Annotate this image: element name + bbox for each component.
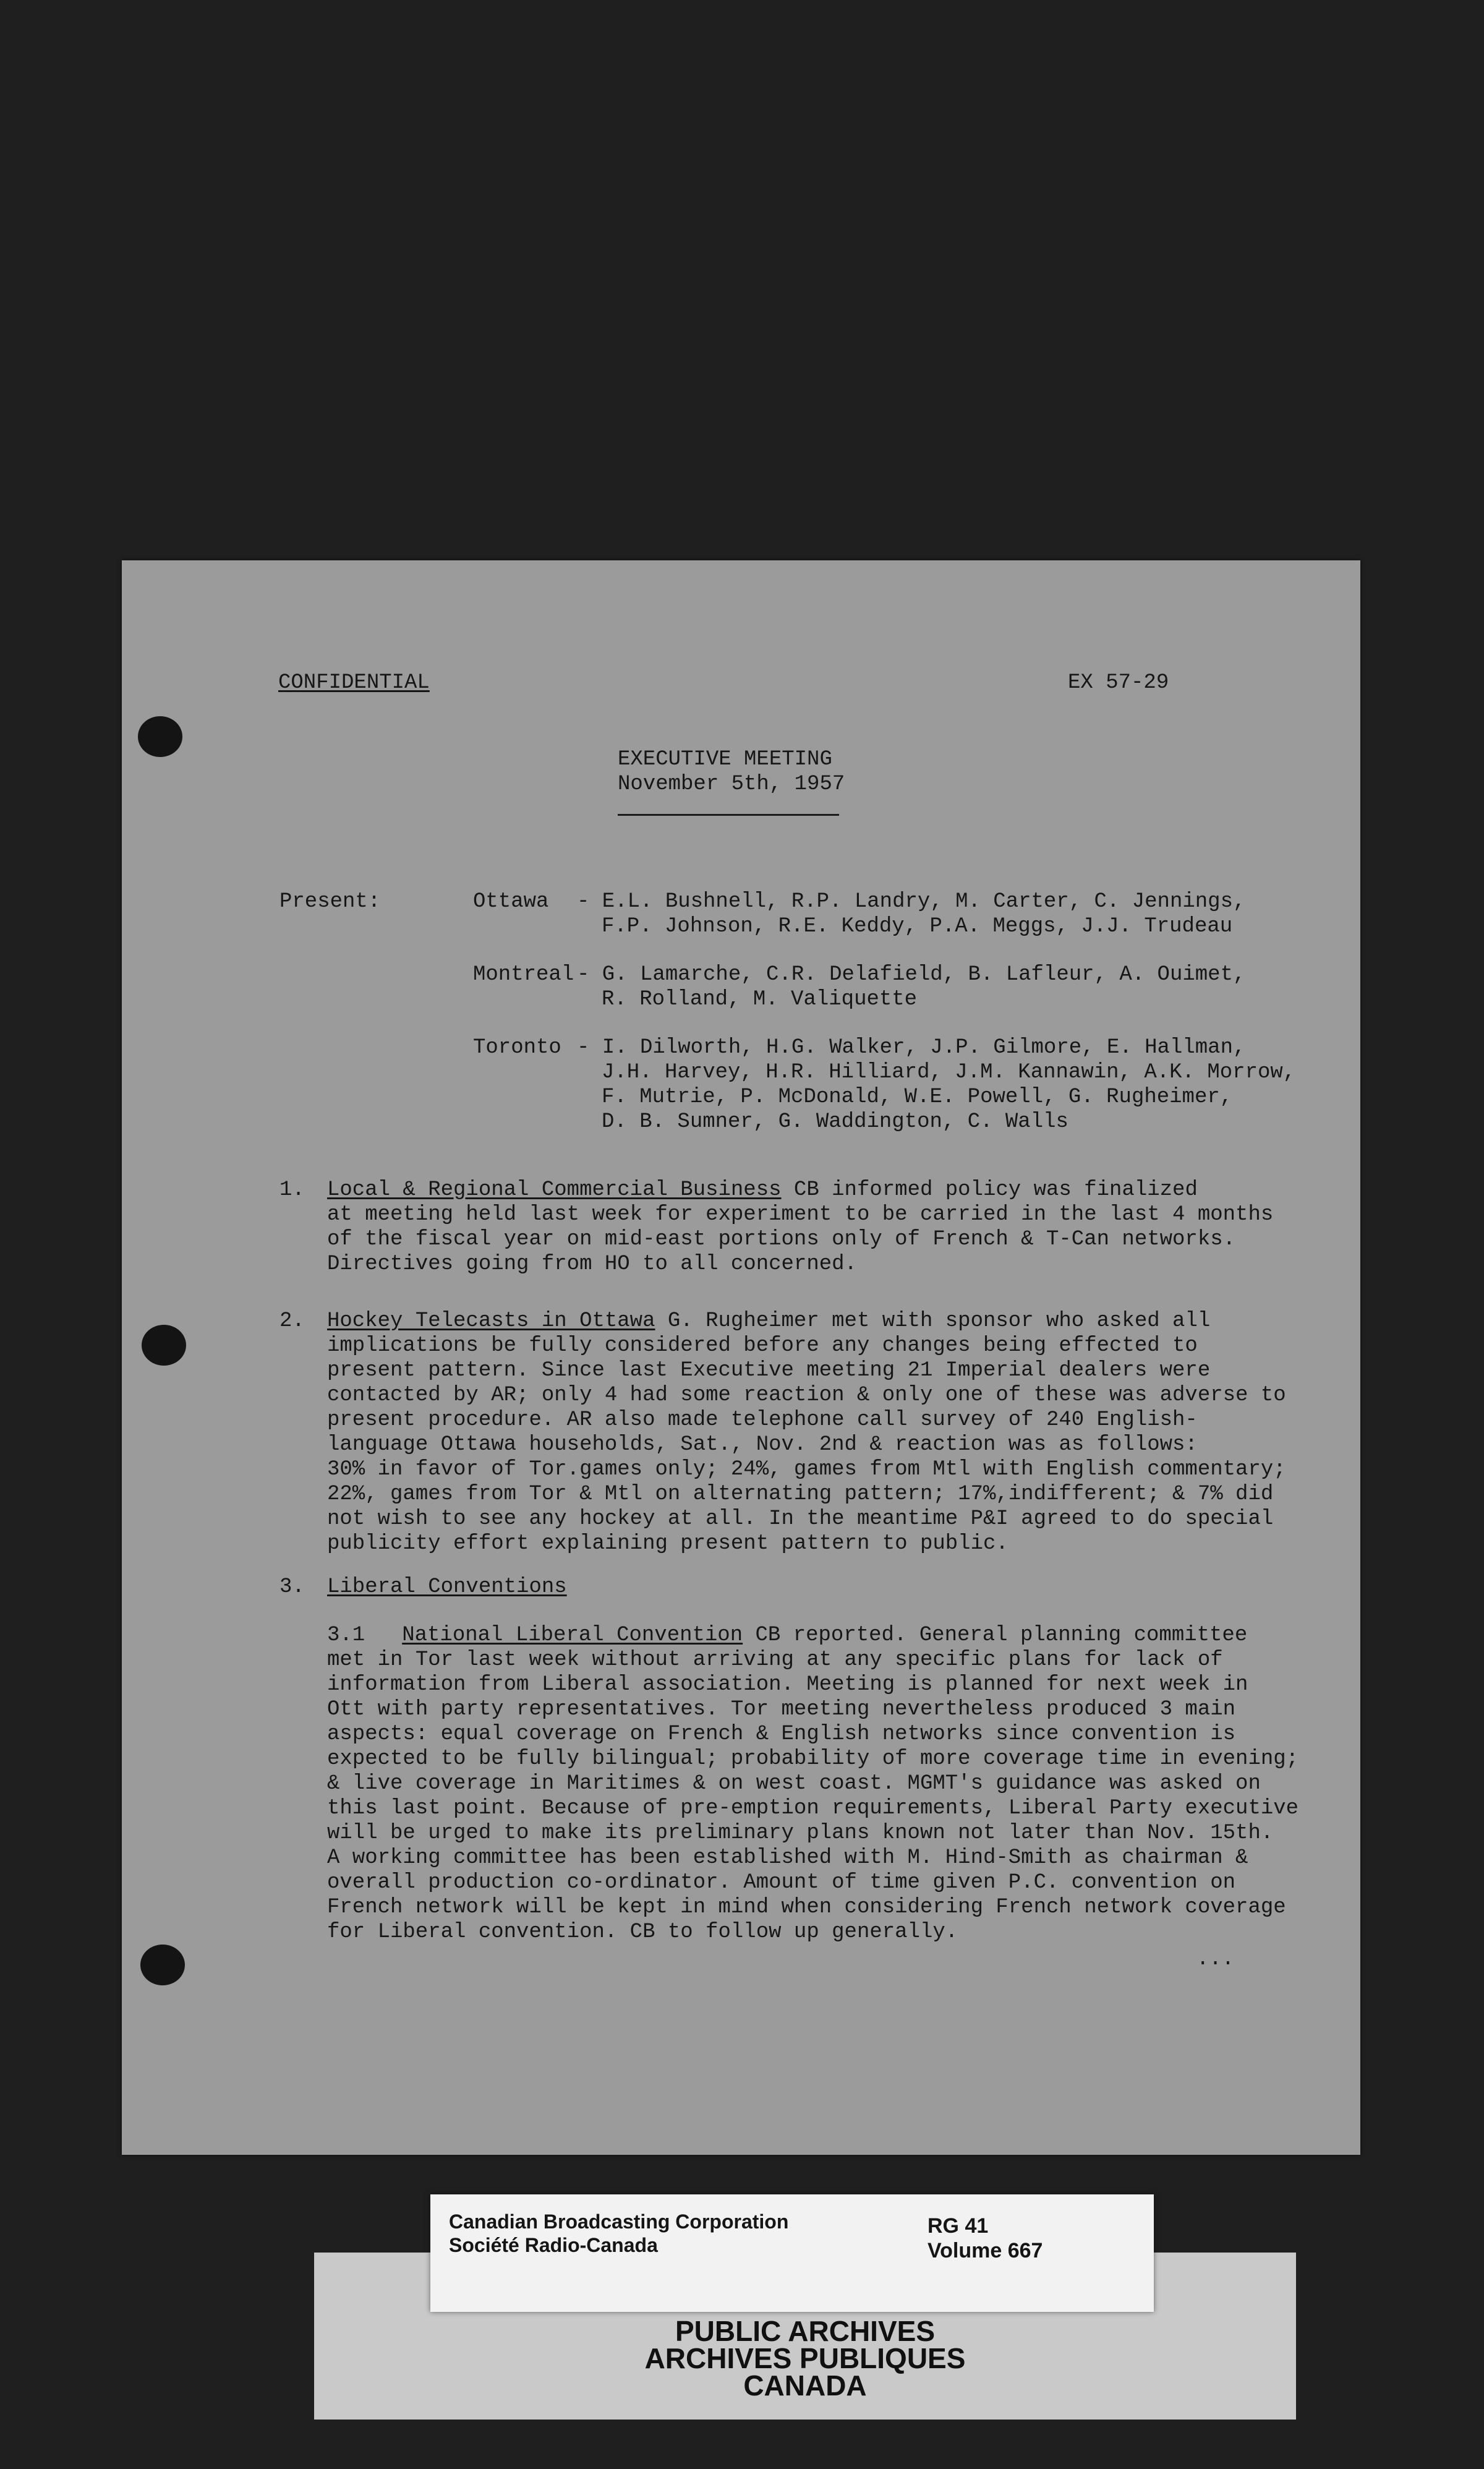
item-local-regional-business bbox=[327, 1178, 1273, 1277]
item-text-line: present procedure. AR also made telephone call survey of 240 English- bbox=[327, 1408, 1198, 1432]
item-text-line: publicity effort explaining present pattern to public. bbox=[327, 1532, 1009, 1555]
item-heading: Hockey Telecasts in Ottawa bbox=[327, 1309, 655, 1333]
subitem-text-line: expected to be fully bilingual; probability of more coverage time in evening; bbox=[327, 1747, 1299, 1771]
item-text-line: contacted by AR; only 4 had some reaction & only one of these was adverse to bbox=[327, 1384, 1286, 1407]
present-names-ottawa bbox=[577, 889, 1245, 939]
archive-stamp-line: ARCHIVES PUBLIQUES bbox=[644, 2342, 966, 2374]
attendee-line: J.H. Harvey, H.R. Hilliard, J.M. Kannawin, A.K. Morrow, bbox=[602, 1061, 1296, 1084]
subitem-text-line: met in Tor last week without arriving at any specific plans for lack of bbox=[327, 1648, 1223, 1672]
subitem-text-line: Ott with party representatives. Tor meeting nevertheless produced 3 main bbox=[327, 1698, 1236, 1721]
item-text-line: implications be fully considered before any changes being effected to bbox=[327, 1334, 1198, 1358]
item-number: 1. bbox=[279, 1178, 305, 1202]
subitem-heading: National Liberal Convention bbox=[402, 1624, 743, 1647]
continuation-marker: ... bbox=[1196, 1948, 1235, 1971]
subitem-text-line: overall production co-ordinator. Amount of time given P.C. convention on bbox=[327, 1871, 1236, 1894]
present-city-toronto: Toronto bbox=[473, 1036, 561, 1059]
item-text-line: of the fiscal year on mid-east portions only of French & T-Can networks. bbox=[327, 1228, 1236, 1251]
subitem-text-line: French network will be kept in mind when considering French network coverage bbox=[327, 1896, 1286, 1919]
attendee-line: R. Rolland, M. Valiquette bbox=[602, 988, 918, 1011]
subitem-national-liberal-convention bbox=[327, 1623, 1298, 1945]
item-number: 3. bbox=[279, 1575, 305, 1599]
archive-stamp-line: PUBLIC ARCHIVES bbox=[675, 2315, 935, 2347]
attendee-line: F.P. Johnson, R.E. Keddy, P.A. Meggs, J.J. Trudeau bbox=[602, 915, 1233, 938]
present-city-ottawa: Ottawa bbox=[473, 890, 549, 914]
item-heading: Liberal Conventions bbox=[327, 1575, 567, 1599]
subitem-text-line: aspects: equal coverage on French & English networks since convention is bbox=[327, 1722, 1236, 1746]
item-heading: Local & Regional Commercial Business bbox=[327, 1178, 782, 1202]
item-hockey-telecasts bbox=[327, 1309, 1286, 1556]
title-underline bbox=[618, 814, 839, 816]
attendee-line: - I. Dilworth, H.G. Walker, J.P. Gilmore, E. Hallman, bbox=[577, 1036, 1246, 1059]
present-city-montreal: Montreal bbox=[473, 963, 574, 986]
meeting-date: November 5th, 1957 bbox=[618, 772, 845, 796]
archive-label-card bbox=[430, 2194, 1154, 2312]
present-names-montreal bbox=[577, 962, 1245, 1012]
archive-record-group: RG 41 bbox=[927, 2214, 989, 2238]
reference-number: EX 57-29 bbox=[1068, 671, 1169, 695]
item-text-line: present pattern. Since last Executive meeting 21 Imperial dealers were bbox=[327, 1359, 1211, 1382]
classification-label: CONFIDENTIAL bbox=[278, 671, 430, 695]
item-text: CB informed policy was finalized bbox=[781, 1178, 1198, 1202]
archive-volume: Volume 667 bbox=[927, 2239, 1043, 2262]
subitem-text-line: A working committee has been established with M. Hind-Smith as chairman & bbox=[327, 1846, 1248, 1870]
item-number: 2. bbox=[279, 1309, 305, 1333]
subitem-text-line: will be urged to make its preliminary plans known not later than Nov. 15th. bbox=[327, 1821, 1274, 1845]
punch-hole bbox=[140, 1945, 185, 1985]
item-text-line: 30% in favor of Tor.games only; 24%, games from Mtl with English commentary; bbox=[327, 1458, 1286, 1481]
item-text-line: not wish to see any hockey at all. In the meantime P&I agreed to do special bbox=[327, 1507, 1274, 1531]
attendee-line: F. Mutrie, P. McDonald, W.E. Powell, G. Rugheimer, bbox=[602, 1085, 1233, 1109]
item-text-line: language Ottawa households, Sat., Nov. 2nd & reaction was as follows: bbox=[327, 1433, 1198, 1457]
punch-hole bbox=[138, 716, 182, 757]
archive-org-en: Canadian Broadcasting Corporation bbox=[449, 2210, 789, 2233]
item-text: G. Rugheimer met with sponsor who asked all bbox=[655, 1309, 1211, 1333]
subitem-number: 3.1 bbox=[327, 1624, 365, 1647]
subitem-text-line: this last point. Because of pre-emption requirements, Liberal Party executive bbox=[327, 1797, 1299, 1820]
archive-stamp-line: CANADA bbox=[743, 2369, 867, 2402]
subitem-text-line: for Liberal convention. CB to follow up generally. bbox=[327, 1920, 958, 1944]
attendee-line: - E.L. Bushnell, R.P. Landry, M. Carter, C. Jennings, bbox=[577, 890, 1246, 914]
attendee-line: - G. Lamarche, C.R. Delafield, B. Lafleur, A. Ouimet, bbox=[577, 963, 1246, 986]
subitem-text: CB reported. General planning committee bbox=[743, 1624, 1248, 1647]
document-page bbox=[122, 560, 1360, 2155]
subitem-text-line: & live coverage in Maritimes & on west coast. MGMT's guidance was asked on bbox=[327, 1772, 1261, 1795]
item-text-line: Directives going from HO to all concerned. bbox=[327, 1252, 857, 1276]
item-text-line: at meeting held last week for experiment to be carried in the last 4 months bbox=[327, 1203, 1274, 1226]
present-names-toronto bbox=[577, 1035, 1295, 1134]
present-label: Present: bbox=[279, 890, 381, 914]
archive-org-fr: Société Radio-Canada bbox=[449, 2234, 658, 2256]
punch-hole bbox=[142, 1325, 186, 1366]
attendee-line: D. B. Sumner, G. Waddington, C. Walls bbox=[602, 1110, 1068, 1134]
meeting-title: EXECUTIVE MEETING bbox=[618, 748, 832, 771]
subitem-text-line: information from Liberal association. Meeting is planned for next week in bbox=[327, 1673, 1248, 1697]
item-text-line: 22%, games from Tor & Mtl on alternating pattern; 17%,indifferent; & 7% did bbox=[327, 1483, 1274, 1506]
